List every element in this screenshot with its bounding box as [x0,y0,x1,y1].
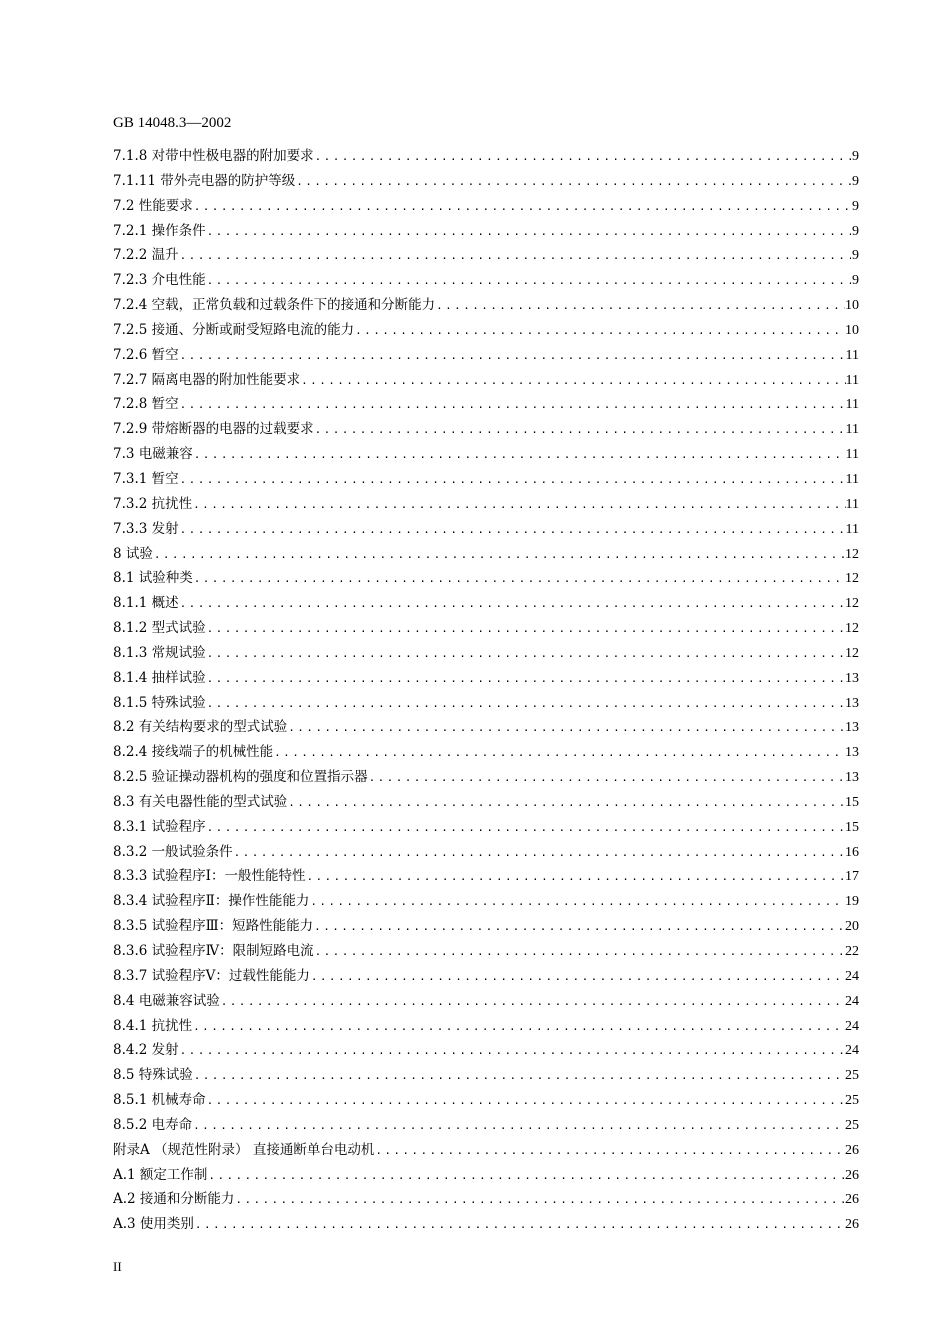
toc-dot-leader [287,791,845,815]
toc-entry-page: 13 [845,670,859,686]
toc-entry-page: 25 [845,1068,859,1084]
toc-dot-leader [273,741,845,765]
toc-entry [113,840,859,865]
toc-entry-label: 8.5 特殊试验 [113,1067,193,1084]
toc-entry-label: A.3 使用类别 [113,1216,194,1233]
toc-entry [113,964,859,989]
toc-entry-page: 12 [845,571,859,587]
toc-entry-label: 7.2.6 暂空 [113,346,179,363]
table-of-contents [113,144,859,1237]
toc-entry [113,691,859,716]
toc-entry [113,1163,859,1188]
toc-entry-label: 7.2.3 介电性能 [113,272,206,289]
toc-entry [113,343,859,368]
toc-entry [113,1014,859,1039]
toc-entry-label: 8.3.7 试验程序Ⅴ：过载性能能力 [113,967,310,984]
toc-entry [113,591,859,616]
toc-entry [113,1088,859,1113]
toc-entry-page: 12 [845,645,859,661]
toc-entry-page: 15 [845,819,859,835]
toc-entry-label: 8.3.6 试验程序Ⅳ：限制短路电流 [113,943,314,959]
toc-entry-page: 11 [845,471,859,487]
toc-entry-label: 8.2 有关结构要求的型式试验 [113,719,288,736]
toc-entry-label: 8.3.5 试验程序Ⅲ：短路性能能力 [113,918,314,935]
toc-dot-leader [368,766,845,790]
toc-dot-leader [374,1139,845,1163]
toc-entry-label: 8.4 电磁兼容试验 [113,992,220,1009]
toc-entry-label: 8.1.2 型式试验 [113,620,206,637]
toc-entry-label: 7.1.11 带外壳电器的防护等级 [113,172,296,189]
toc-entry-page: 24 [845,1018,859,1034]
toc-dot-leader [192,1114,845,1138]
toc-entry-page: 11 [845,447,859,463]
document-header: GB 14048.3—2002 [113,115,232,131]
toc-entry [113,219,859,244]
toc-dot-leader [314,940,845,964]
toc-entry-page: 22 [845,944,859,959]
toc-entry [113,442,859,467]
toc-entry-page: 12 [845,621,859,637]
toc-entry [113,641,859,666]
toc-entry-label: A.1 额定工作制 [113,1166,208,1183]
toc-entry-page: 11 [845,397,859,413]
toc-entry-page: 9 [852,273,859,289]
toc-entry-label: 7.2.1 操作条件 [113,222,206,239]
toc-entry [113,194,859,219]
toc-dot-leader [309,890,845,914]
toc-entry-label: 8.3.4 试验程序Ⅱ：操作性能能力 [113,893,310,910]
toc-dot-leader [179,1039,845,1063]
toc-dot-leader [194,1213,845,1237]
toc-dot-leader [305,865,845,889]
toc-dot-leader [179,518,846,542]
toc-entry [113,715,859,740]
toc-entry-label: 附录A （规范性附录） 直接通断单台电动机 [113,1141,375,1158]
toc-entry-page: 11 [845,422,859,438]
toc-dot-leader [300,369,845,393]
toc-dot-leader [206,617,845,641]
toc-entry-label: 7.1.8 对带中性极电器的附加要求 [113,148,314,164]
toc-entry-page: 15 [845,794,859,810]
toc-entry-page: 13 [845,745,859,761]
toc-entry [113,914,859,939]
toc-dot-leader [193,567,845,591]
toc-entry [113,889,859,914]
toc-entry-label: 8.5.1 机械寿命 [113,1092,206,1109]
toc-entry-page: 26 [845,1142,859,1158]
page-number: II [113,1259,122,1274]
toc-entry-label: 7.2.5 接通、分断或耐受短路电流的能力 [113,321,355,338]
toc-entry-page: 9 [852,149,859,164]
toc-entry-label: 8.1.5 特殊试验 [113,694,206,711]
toc-entry [113,815,859,840]
toc-entry-page: 11 [845,496,859,512]
toc-entry-page: 12 [845,596,859,612]
toc-dot-leader [192,1015,845,1039]
toc-entry-page: 9 [852,198,859,214]
toc-dot-leader [234,1188,845,1212]
toc-dot-leader [192,493,845,517]
toc-entry-page: 26 [845,1167,859,1183]
toc-entry-page: 24 [845,993,859,1009]
toc-entry-page: 10 [845,298,859,314]
toc-dot-leader [435,294,845,318]
toc-entry [113,243,859,268]
toc-entry-label: 7.2.7 隔离电器的附加性能要求 [113,371,301,388]
toc-entry-page: 26 [845,1192,859,1208]
toc-dot-leader [206,642,845,666]
toc-entry-page: 24 [845,1043,859,1059]
toc-dot-leader [314,145,851,169]
toc-entry-label: 8.3.3 试验程序Ⅰ：一般性能特性 [113,868,306,885]
toc-entry [113,368,859,393]
toc-entry-page: 9 [852,248,859,264]
toc-entry-page: 9 [852,173,859,189]
toc-entry-page: 13 [845,720,859,736]
toc-entry-page: 17 [845,869,859,885]
toc-entry [113,864,859,889]
toc-dot-leader [179,468,846,492]
toc-entry-label: 8.1.3 常规试验 [113,644,206,661]
toc-dot-leader [179,393,846,417]
toc-entry-page: 16 [845,844,859,860]
toc-entry-page: 19 [845,894,859,910]
toc-entry-label: 8.2.5 验证操动器机构的强度和位置指示器 [113,769,368,786]
toc-dot-leader [233,841,845,865]
toc-entry [113,517,859,542]
toc-entry-label: 8.2.4 接线端子的机械性能 [113,744,274,761]
toc-dot-leader [287,716,845,740]
toc-entry-label: 8.1.4 抽样试验 [113,669,206,686]
toc-entry-page: 10 [845,322,859,338]
toc-entry-label: 7.2.9 带熔断器的电器的过载要求 [113,421,314,438]
toc-entry-label: 7.2.4 空载，正常负载和过载条件下的接通和分断能力 [113,297,436,314]
toc-entry-page: 24 [845,968,859,984]
toc-entry [113,417,859,442]
toc-dot-leader [179,344,846,368]
toc-entry [113,1113,859,1138]
toc-dot-leader [206,667,845,691]
toc-dot-leader [220,990,845,1014]
toc-entry [113,790,859,815]
toc-dot-leader [206,692,845,716]
toc-entry [113,1038,859,1063]
toc-entry-label: 8.3.1 试验程序 [113,818,206,835]
toc-entry-label: 8 试验 [113,545,153,562]
toc-entry-label: 8.1.1 概述 [113,595,179,612]
toc-entry [113,392,859,417]
toc-dot-leader [313,915,845,939]
toc-dot-leader [193,195,851,219]
toc-entry-page: 25 [845,1093,859,1109]
toc-entry-label: 7.2 性能要求 [113,197,193,214]
toc-dot-leader [193,443,846,467]
toc-dot-leader [206,269,851,293]
toc-entry [113,616,859,641]
toc-entry-label: 7.3.1 暂空 [113,470,179,487]
toc-dot-leader [206,220,851,244]
toc-entry-label: 7.2.2 温升 [113,247,179,264]
toc-entry-page: 12 [845,546,859,562]
toc-entry-page: 13 [845,770,859,786]
toc-dot-leader [179,244,851,268]
toc-entry-label: 7.3.3 发射 [113,520,179,537]
toc-dot-leader [310,965,845,989]
toc-entry [113,268,859,293]
toc-entry-page: 11 [845,521,859,537]
toc-entry [113,542,859,567]
toc-dot-leader [193,1064,845,1088]
toc-entry-page: 13 [845,695,859,711]
toc-dot-leader [206,816,845,840]
toc-entry-page: 20 [845,919,859,935]
toc-entry [113,492,859,517]
toc-dot-leader [295,170,851,194]
toc-entry [113,1063,859,1088]
toc-entry-label: 7.2.8 暂空 [113,396,179,413]
toc-entry-label: 8.5.2 电寿命 [113,1116,193,1133]
toc-entry-page: 25 [845,1117,859,1133]
toc-entry [113,1187,859,1212]
toc-entry [113,939,859,964]
toc-entry-label: 8.1 试验种类 [113,570,193,587]
toc-entry [113,666,859,691]
toc-dot-leader [153,543,845,567]
toc-entry-page: 11 [845,372,859,388]
toc-entry [113,318,859,343]
toc-entry [113,144,859,169]
toc-entry-label: 8.4.1 抗扰性 [113,1017,193,1034]
toc-entry-label: A.2 接通和分断能力 [113,1191,235,1208]
toc-entry [113,740,859,765]
toc-entry-label: 8.3 有关电器性能的型式试验 [113,793,288,810]
toc-entry-label: 8.3.2 一般试验条件 [113,843,233,860]
toc-entry [113,169,859,194]
toc-entry-label: 7.3 电磁兼容 [113,446,193,463]
toc-entry-page: 26 [845,1217,859,1233]
toc-entry-page: 11 [845,347,859,363]
toc-entry [113,1212,859,1237]
toc-entry [113,293,859,318]
toc-entry-page: 9 [852,223,859,239]
toc-dot-leader [206,1089,845,1113]
toc-entry [113,765,859,790]
toc-dot-leader [314,418,846,442]
toc-entry [113,467,859,492]
toc-entry-label: 7.3.2 抗扰性 [113,495,193,512]
toc-dot-leader [207,1164,845,1188]
toc-entry [113,989,859,1014]
toc-dot-leader [179,592,845,616]
toc-entry-label: 8.4.2 发射 [113,1042,179,1059]
toc-entry [113,1138,859,1163]
toc-dot-leader [354,319,845,343]
toc-entry [113,566,859,591]
